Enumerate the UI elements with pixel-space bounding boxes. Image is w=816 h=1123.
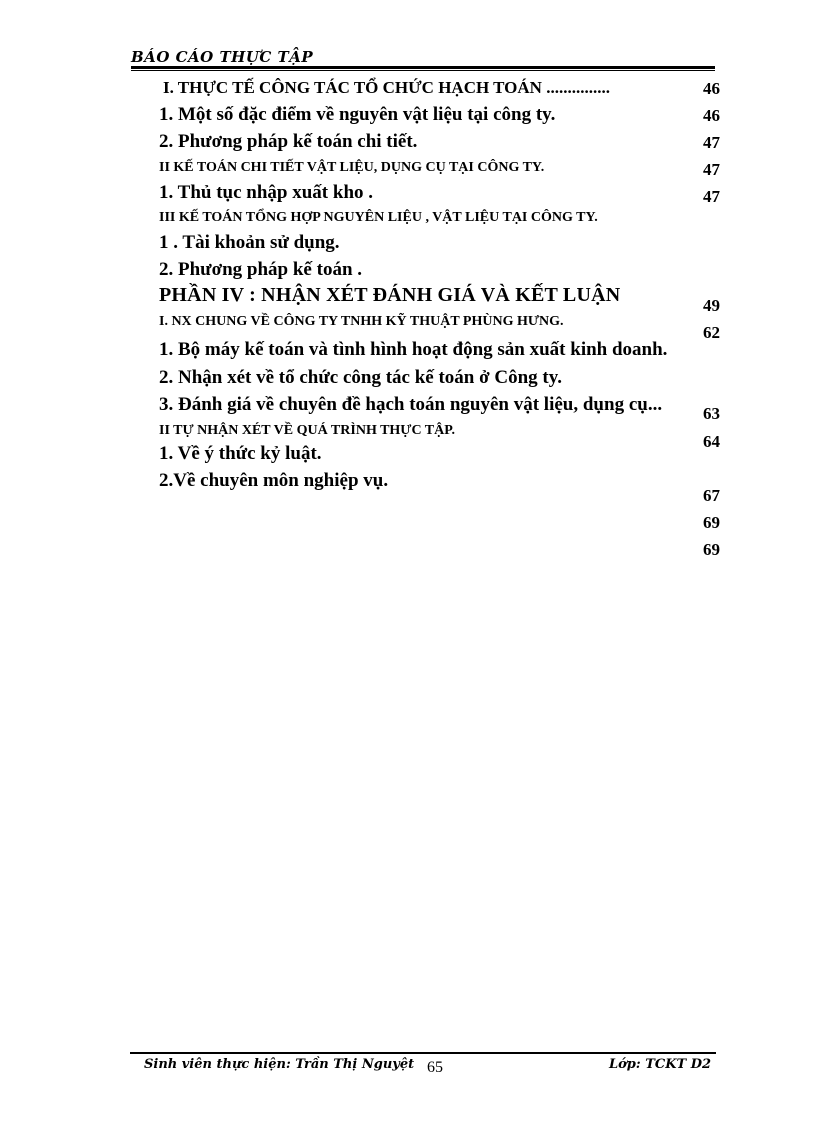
header-divider	[131, 66, 715, 71]
toc-page-number: 67	[703, 486, 720, 505]
toc-entry: 1. Bộ máy kế toán và tình hình hoạt động sản xuất kinh doanh.	[159, 339, 668, 360]
section-heading: PHẦN IV : NHẬN XÉT ĐÁNH GIÁ VÀ KẾT LUẬN	[159, 284, 621, 306]
toc-entry: I. NX CHUNG VỀ CÔNG TY TNHH KỸ THUẬT PHÙNG HƯNG.	[159, 314, 564, 329]
toc-page-number: 64	[703, 432, 720, 451]
report-header-title: BÁO CÁO THỰC TẬP	[131, 48, 314, 66]
footer-page-number: 65	[427, 1059, 443, 1076]
toc-entry: 2. Nhận xét về tổ chức công tác kế toán ở Công ty.	[159, 367, 562, 388]
toc-entry: 1. Về ý thức kỷ luật.	[159, 443, 322, 464]
toc-page-number: 69	[703, 540, 720, 559]
toc-entry: 1. Thủ tục nhập xuất kho .	[159, 182, 374, 203]
toc-page-number: 46	[703, 106, 720, 125]
toc-entry: 2. Phương pháp kế toán .	[159, 259, 363, 280]
toc-page-number: 47	[703, 133, 720, 152]
toc-entry: 1 . Tài khoản sử dụng.	[159, 232, 340, 253]
footer-author: Sinh viên thực hiện: Trần Thị Nguyệt	[144, 1057, 415, 1072]
toc-page-number: 62	[703, 323, 720, 342]
toc-entry: II TỰ NHẬN XÉT VỀ QUÁ TRÌNH THỰC TẬP.	[159, 423, 456, 438]
toc-page-number: 63	[703, 404, 720, 423]
toc-page-number: 46	[703, 79, 720, 98]
footer-class: Lớp: TCKT D2	[609, 1057, 712, 1072]
toc-entry: 3. Đánh giá về chuyên đề hạch toán nguyên vật liệu, dụng cụ...	[159, 394, 663, 415]
toc-page-number: 47	[703, 187, 720, 206]
footer-divider	[130, 1052, 716, 1054]
toc-entry: II KẾ TOÁN CHI TIẾT VẬT LIỆU, DỤNG CỤ TẠI CÔNG TY.	[159, 160, 545, 175]
toc-entry: I. THỰC TẾ CÔNG TÁC TỔ CHỨC HẠCH TOÁN ...............	[163, 78, 610, 97]
toc-entry: 1. Một số đặc điểm về nguyên vật liệu tại công ty.	[159, 104, 556, 125]
toc-entry: 2. Phương pháp kế toán chi tiết.	[159, 131, 418, 152]
toc-entry: III KẾ TOÁN TỔNG HỢP NGUYÊN LIỆU , VẬT LIỆU TẠI CÔNG TY.	[159, 210, 598, 225]
toc-page-number: 49	[703, 296, 720, 315]
toc-page-number: 69	[703, 513, 720, 532]
toc-entry: 2.Về chuyên môn nghiệp vụ.	[159, 470, 389, 491]
toc-page-number: 47	[703, 160, 720, 179]
